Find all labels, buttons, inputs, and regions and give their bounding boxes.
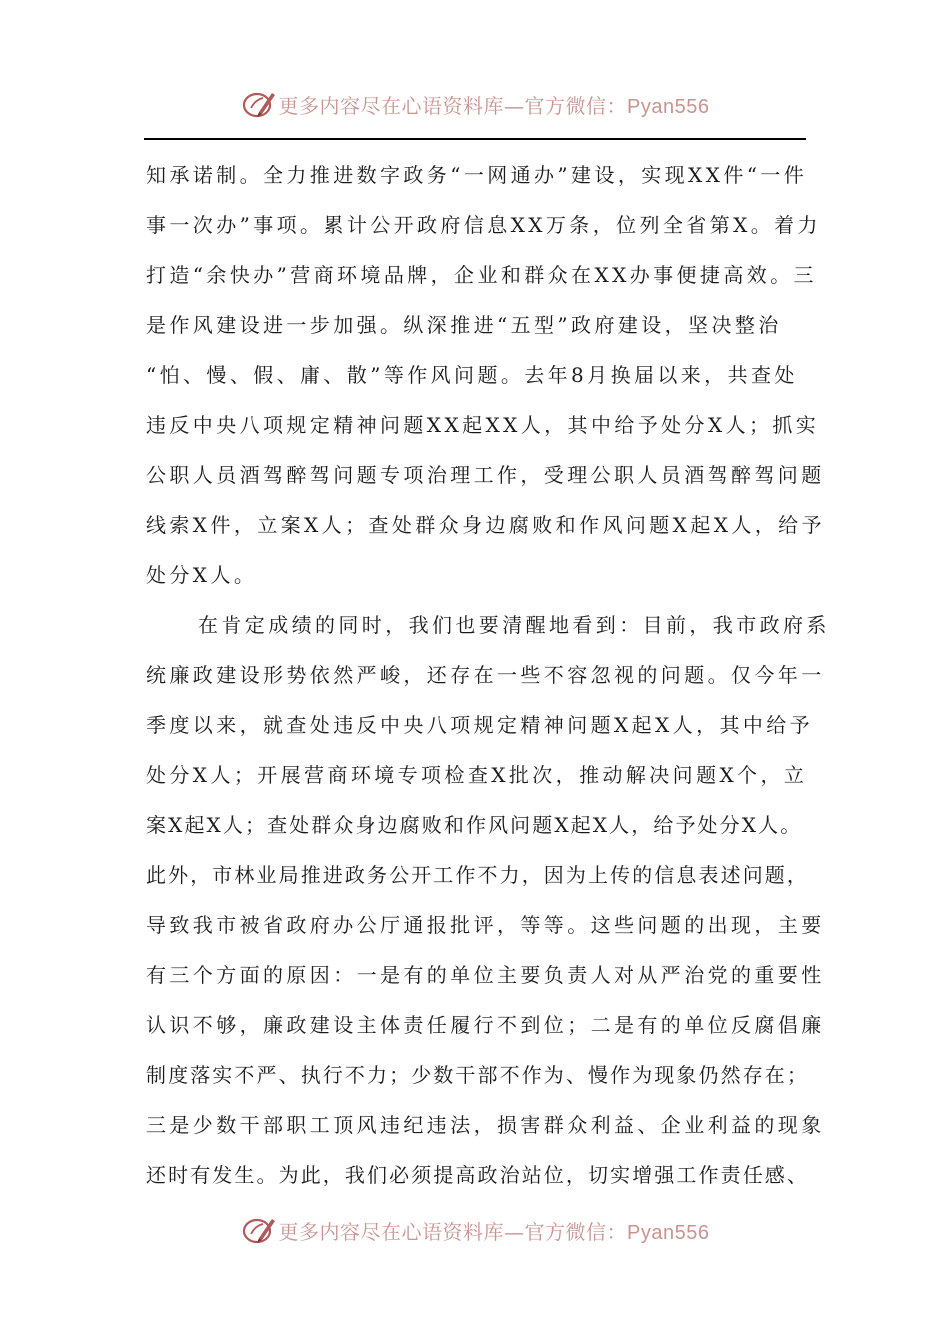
text-line: 统廉政建设形势依然严峻，还存在一些不容忽视的问题。仅今年一 — [146, 663, 825, 687]
text-line: 知承诺制。全力推进数字政务“一网通办”建设，实现XX件“一件 — [146, 163, 808, 187]
text-line: 此外，市林业局推进政务公开工作不力，因为上传的信息表述问题， — [146, 863, 809, 887]
wechat-id: Pyan556 — [627, 95, 710, 118]
footer-banner-text: 更多内容尽在心语资料库—官方微信：Pyan556 — [278, 1219, 710, 1244]
header-divider — [144, 138, 806, 140]
text-line: 案X起X人；查处群众身边腐败和作风问题X起X人，给予处分X人。 — [146, 813, 803, 837]
text-line: 三是少数干部职工顶风违纪违法，损害群众利益、企业利益的现象 — [146, 1113, 825, 1137]
wechat-id: Pyan556 — [627, 1221, 710, 1244]
document-body — [146, 150, 830, 1200]
text-line: “怕、慢、假、庸、散”等作风问题。去年8月换届以来，共查处 — [146, 363, 798, 387]
text-line: 制度落实不严、执行不力；少数干部不作为、慢作为现象仍然存在； — [146, 1063, 809, 1087]
text-line: 有三个方面的原因：一是有的单位主要负责人对从严治党的重要性 — [146, 963, 825, 987]
text-line: 导致我市被省政府办公厅通报批评，等等。这些问题的出现，主要 — [146, 913, 825, 937]
text-line: 季度以来，就查处违反中央八项规定精神问题X起X人，其中给予 — [146, 713, 814, 737]
header-watermark-banner — [0, 82, 950, 126]
text-line: 处分X人；开展营商环境专项检查X批次，推动解决问题X个，立 — [146, 763, 808, 787]
pen-logo-icon — [241, 1212, 277, 1248]
text-line: 处分X人。 — [146, 563, 258, 587]
text-line: 违反中央八项规定精神问题XX起XX人，其中给予处分X人；抓实 — [146, 413, 820, 437]
pen-logo-icon — [241, 86, 277, 122]
text-line: 还时有发生。为此，我们必须提高政治站位，切实增强工作责任感、 — [146, 1163, 809, 1187]
text-line: 事一次办”事项。累计公开政府信息XX万条，位列全省第X。着力 — [146, 213, 821, 237]
text-line: 线索X件，立案X人；查处群众身边腐败和作风问题X起X人，给予 — [146, 513, 825, 537]
paragraph-start-line: 在肯定成绩的同时，我们也要清醒地看到：目前，我市政府系 — [198, 613, 830, 637]
text-line: 打造“余快办”营商环境品牌，企业和群众在XX办事便捷高效。三 — [146, 263, 817, 287]
header-banner-text: 更多内容尽在心语资料库—官方微信：Pyan556 — [278, 93, 710, 118]
footer-watermark-banner — [0, 1208, 950, 1252]
text-line: 公职人员酒驾醉驾问题专项治理工作，受理公职人员酒驾醉驾问题 — [146, 463, 825, 487]
text-line: 认识不够，廉政建设主体责任履行不到位；二是有的单位反腐倡廉 — [146, 1013, 825, 1037]
text-line: 是作风建设进一步加强。纵深推进“五型”政府建设，坚决整治 — [146, 313, 782, 337]
